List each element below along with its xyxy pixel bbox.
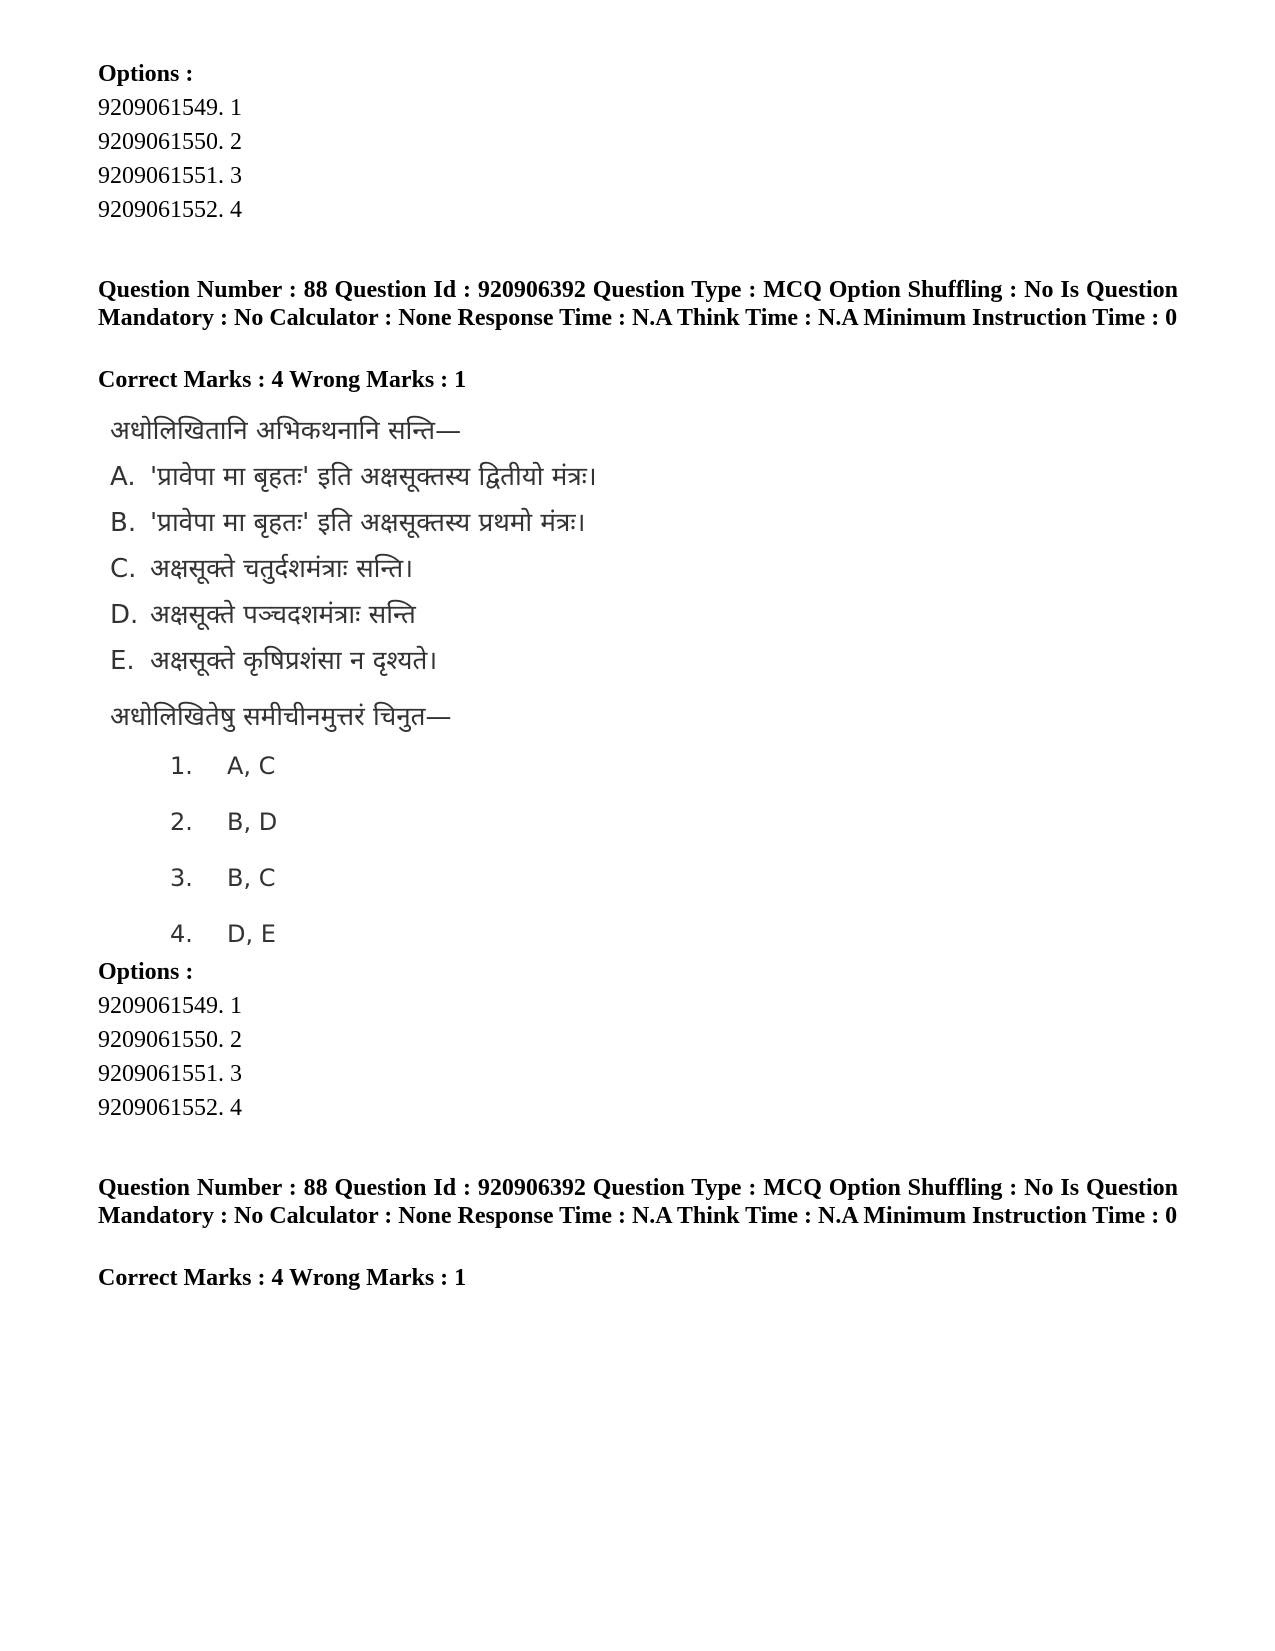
statement-e bbox=[110, 638, 597, 684]
option-item: 9209061549. 1 bbox=[98, 993, 242, 1019]
answer-value: A, C bbox=[227, 752, 276, 780]
option-item: 9209061550. 2 bbox=[98, 129, 242, 155]
statement-text: 'प्रावेपा मा बृहतः' इति अक्षसूक्तस्य प्रथमो मंत्रः। bbox=[150, 508, 586, 538]
question-prompt: अधोलिखितेषु समीचीनमुत्तरं चिनुत— bbox=[110, 702, 452, 732]
statement-a bbox=[110, 454, 597, 500]
question-meta: Question Number : 88 Question Id : 920906392 Question Type : MCQ Option Shuffling : No Is Question Mandatory : No Calculator : None Response Time : N.A Think Time : N.A Minimum Instruction Time : 0 bbox=[98, 277, 1178, 331]
answer-number: 3. bbox=[170, 864, 193, 892]
statement-text: अक्षसूक्ते चतुर्दशमंत्राः सन्ति। bbox=[150, 554, 414, 584]
question-content bbox=[110, 408, 597, 740]
option-item: 9209061549. 1 bbox=[98, 95, 242, 121]
options-block bbox=[98, 955, 242, 1125]
option-item: 9209061551. 3 bbox=[98, 163, 242, 189]
options-label: Options : bbox=[98, 61, 194, 87]
marks-line bbox=[98, 1261, 466, 1295]
answer-number: 2. bbox=[170, 808, 193, 836]
answer-value: B, D bbox=[227, 808, 278, 836]
option-item: 9209061552. 4 bbox=[98, 1095, 242, 1121]
statement-label: E. bbox=[110, 646, 135, 676]
option-item: 9209061550. 2 bbox=[98, 1027, 242, 1053]
answer-value: D, E bbox=[227, 920, 276, 948]
answer-number: 4. bbox=[170, 920, 193, 948]
option-item: 9209061551. 3 bbox=[98, 1061, 242, 1087]
question-meta: Question Number : 88 Question Id : 920906392 Question Type : MCQ Option Shuffling : No Is Question Mandatory : No Calculator : None Response Time : N.A Think Time : N.A Minimum Instruction Time : 0 bbox=[98, 1175, 1178, 1229]
statement-label: C. bbox=[110, 554, 137, 584]
question-header bbox=[98, 277, 1178, 332]
statement-text: अक्षसूक्ते पञ्चदशमंत्राः सन्ति bbox=[150, 600, 416, 630]
statement-label: A. bbox=[110, 462, 136, 492]
marks-line bbox=[98, 363, 466, 397]
question-marks: Correct Marks : 4 Wrong Marks : 1 bbox=[98, 1265, 467, 1291]
answer-number: 1. bbox=[170, 752, 193, 780]
statement-d bbox=[110, 592, 597, 638]
options-label: Options : bbox=[98, 959, 194, 985]
option-item: 9209061552. 4 bbox=[98, 197, 242, 223]
statement-text: अक्षसूक्ते कृषिप्रशंसा न दृश्यते। bbox=[150, 646, 438, 676]
statement-text: 'प्रावेपा मा बृहतः' इति अक्षसूक्तस्य द्वितीयो मंत्रः। bbox=[150, 462, 597, 492]
top-options-block bbox=[98, 57, 242, 227]
question-header bbox=[98, 1175, 1178, 1230]
question-intro: अधोलिखितानि अभिकथनानि सन्ति— bbox=[110, 416, 462, 446]
question-marks: Correct Marks : 4 Wrong Marks : 1 bbox=[98, 367, 467, 393]
statement-c bbox=[110, 546, 597, 592]
answer-value: B, C bbox=[227, 864, 276, 892]
statement-b bbox=[110, 500, 597, 546]
statement-label: D. bbox=[110, 600, 139, 630]
statement-label: B. bbox=[110, 508, 137, 538]
